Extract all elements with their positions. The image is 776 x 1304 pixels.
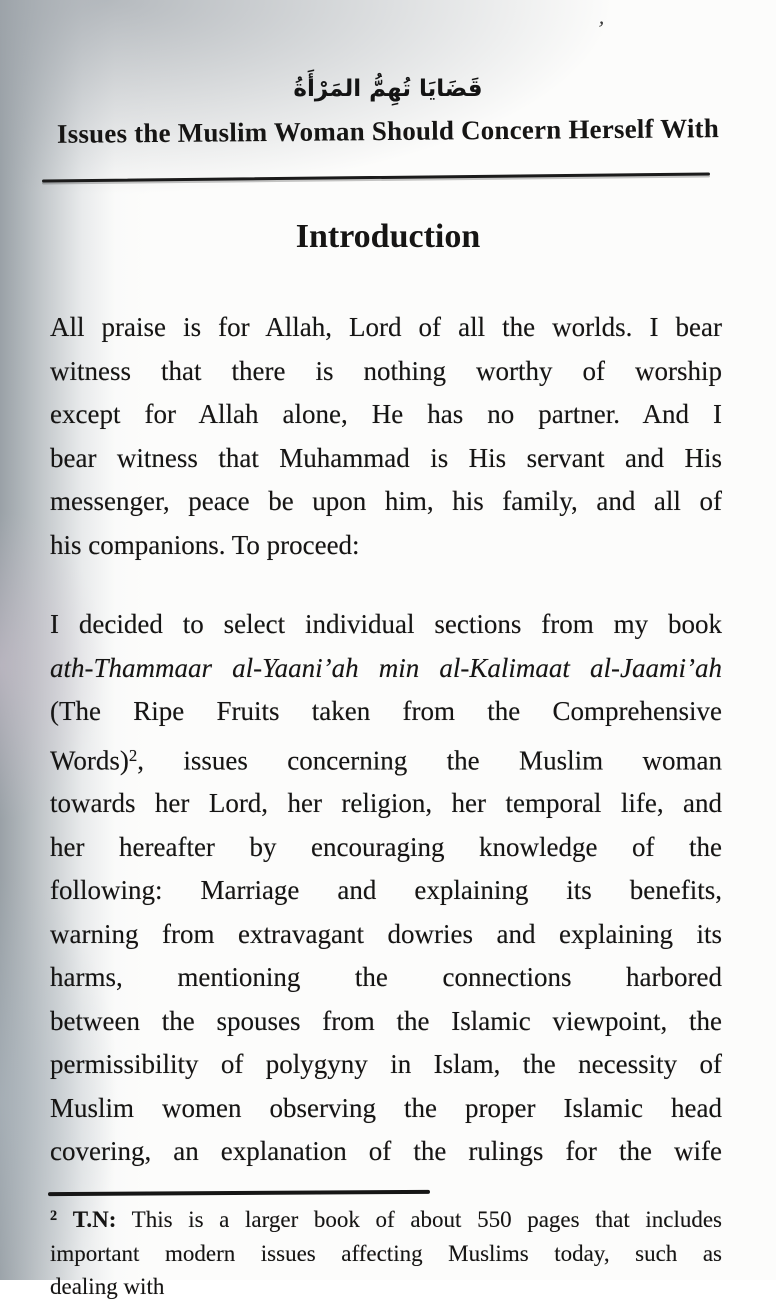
english-title: Issues the Muslim Woman Should Concern Herself With — [56, 113, 720, 149]
paragraph-1 — [50, 306, 722, 567]
section-heading: Introduction — [295, 218, 481, 255]
body-text — [50, 306, 722, 1174]
text-line: dealing with — [50, 1274, 165, 1300]
footnote-text — [50, 1200, 722, 1304]
text-line: except for Allah alone, He has no partner. And I — [50, 399, 722, 429]
text-line: I decided to select individual sections from my book — [50, 609, 722, 639]
header-rule — [42, 173, 710, 183]
text-line: permissibility of polygyny in Islam, the necessity of — [50, 1049, 722, 1080]
text-line: harms, mentioning the connections harbored — [50, 962, 722, 993]
text-line: witness that there is nothing worthy of worship — [50, 355, 722, 386]
text-line: bear witness that Muhammad is His servant and His — [50, 442, 722, 473]
text-line: between the spouses from the Islamic viewpoint, the — [50, 1005, 722, 1036]
paragraph-2 — [50, 603, 722, 1174]
text-line: (The Ripe Fruits taken from the Comprehensive — [50, 696, 722, 726]
text-line: important modern issues affecting Muslims today, such as — [50, 1240, 722, 1266]
text-line: covering, an explanation of the rulings for the wife — [50, 1136, 722, 1167]
arabic-title: قَضَايَا تُهِمُّ المَرْأَةُ — [293, 76, 483, 102]
text-line: Words)$^2$, issues concerning the Muslim woman — [50, 744, 722, 775]
text-line: his companions. To proceed: — [50, 529, 360, 560]
text-line: following: Marriage and explaining its benefits, — [50, 875, 722, 906]
scan-artifact-mark: ’ — [595, 15, 607, 42]
text-line: messenger, peace be upon him, his family, and all of — [50, 486, 722, 516]
text-line: warning from extravagant dowries and explaining its — [50, 918, 722, 949]
text-line: towards her Lord, her religion, her temporal life, and — [50, 788, 722, 819]
footnote-rule — [48, 1190, 430, 1196]
text-line: $^2$ T.N: This is a larger book of about 550 pages that includes — [50, 1207, 723, 1233]
text-line: ath-Thammaar al-Yaani’ah min al-Kalimaat al-Jaami’ah — [50, 652, 722, 683]
text-line: Muslim women observing the proper Islamic head — [50, 1092, 722, 1123]
text-line: All praise is for Allah, Lord of all the worlds. I bear — [50, 312, 722, 342]
text-line: her hereafter by encouraging knowledge of the — [50, 831, 722, 862]
